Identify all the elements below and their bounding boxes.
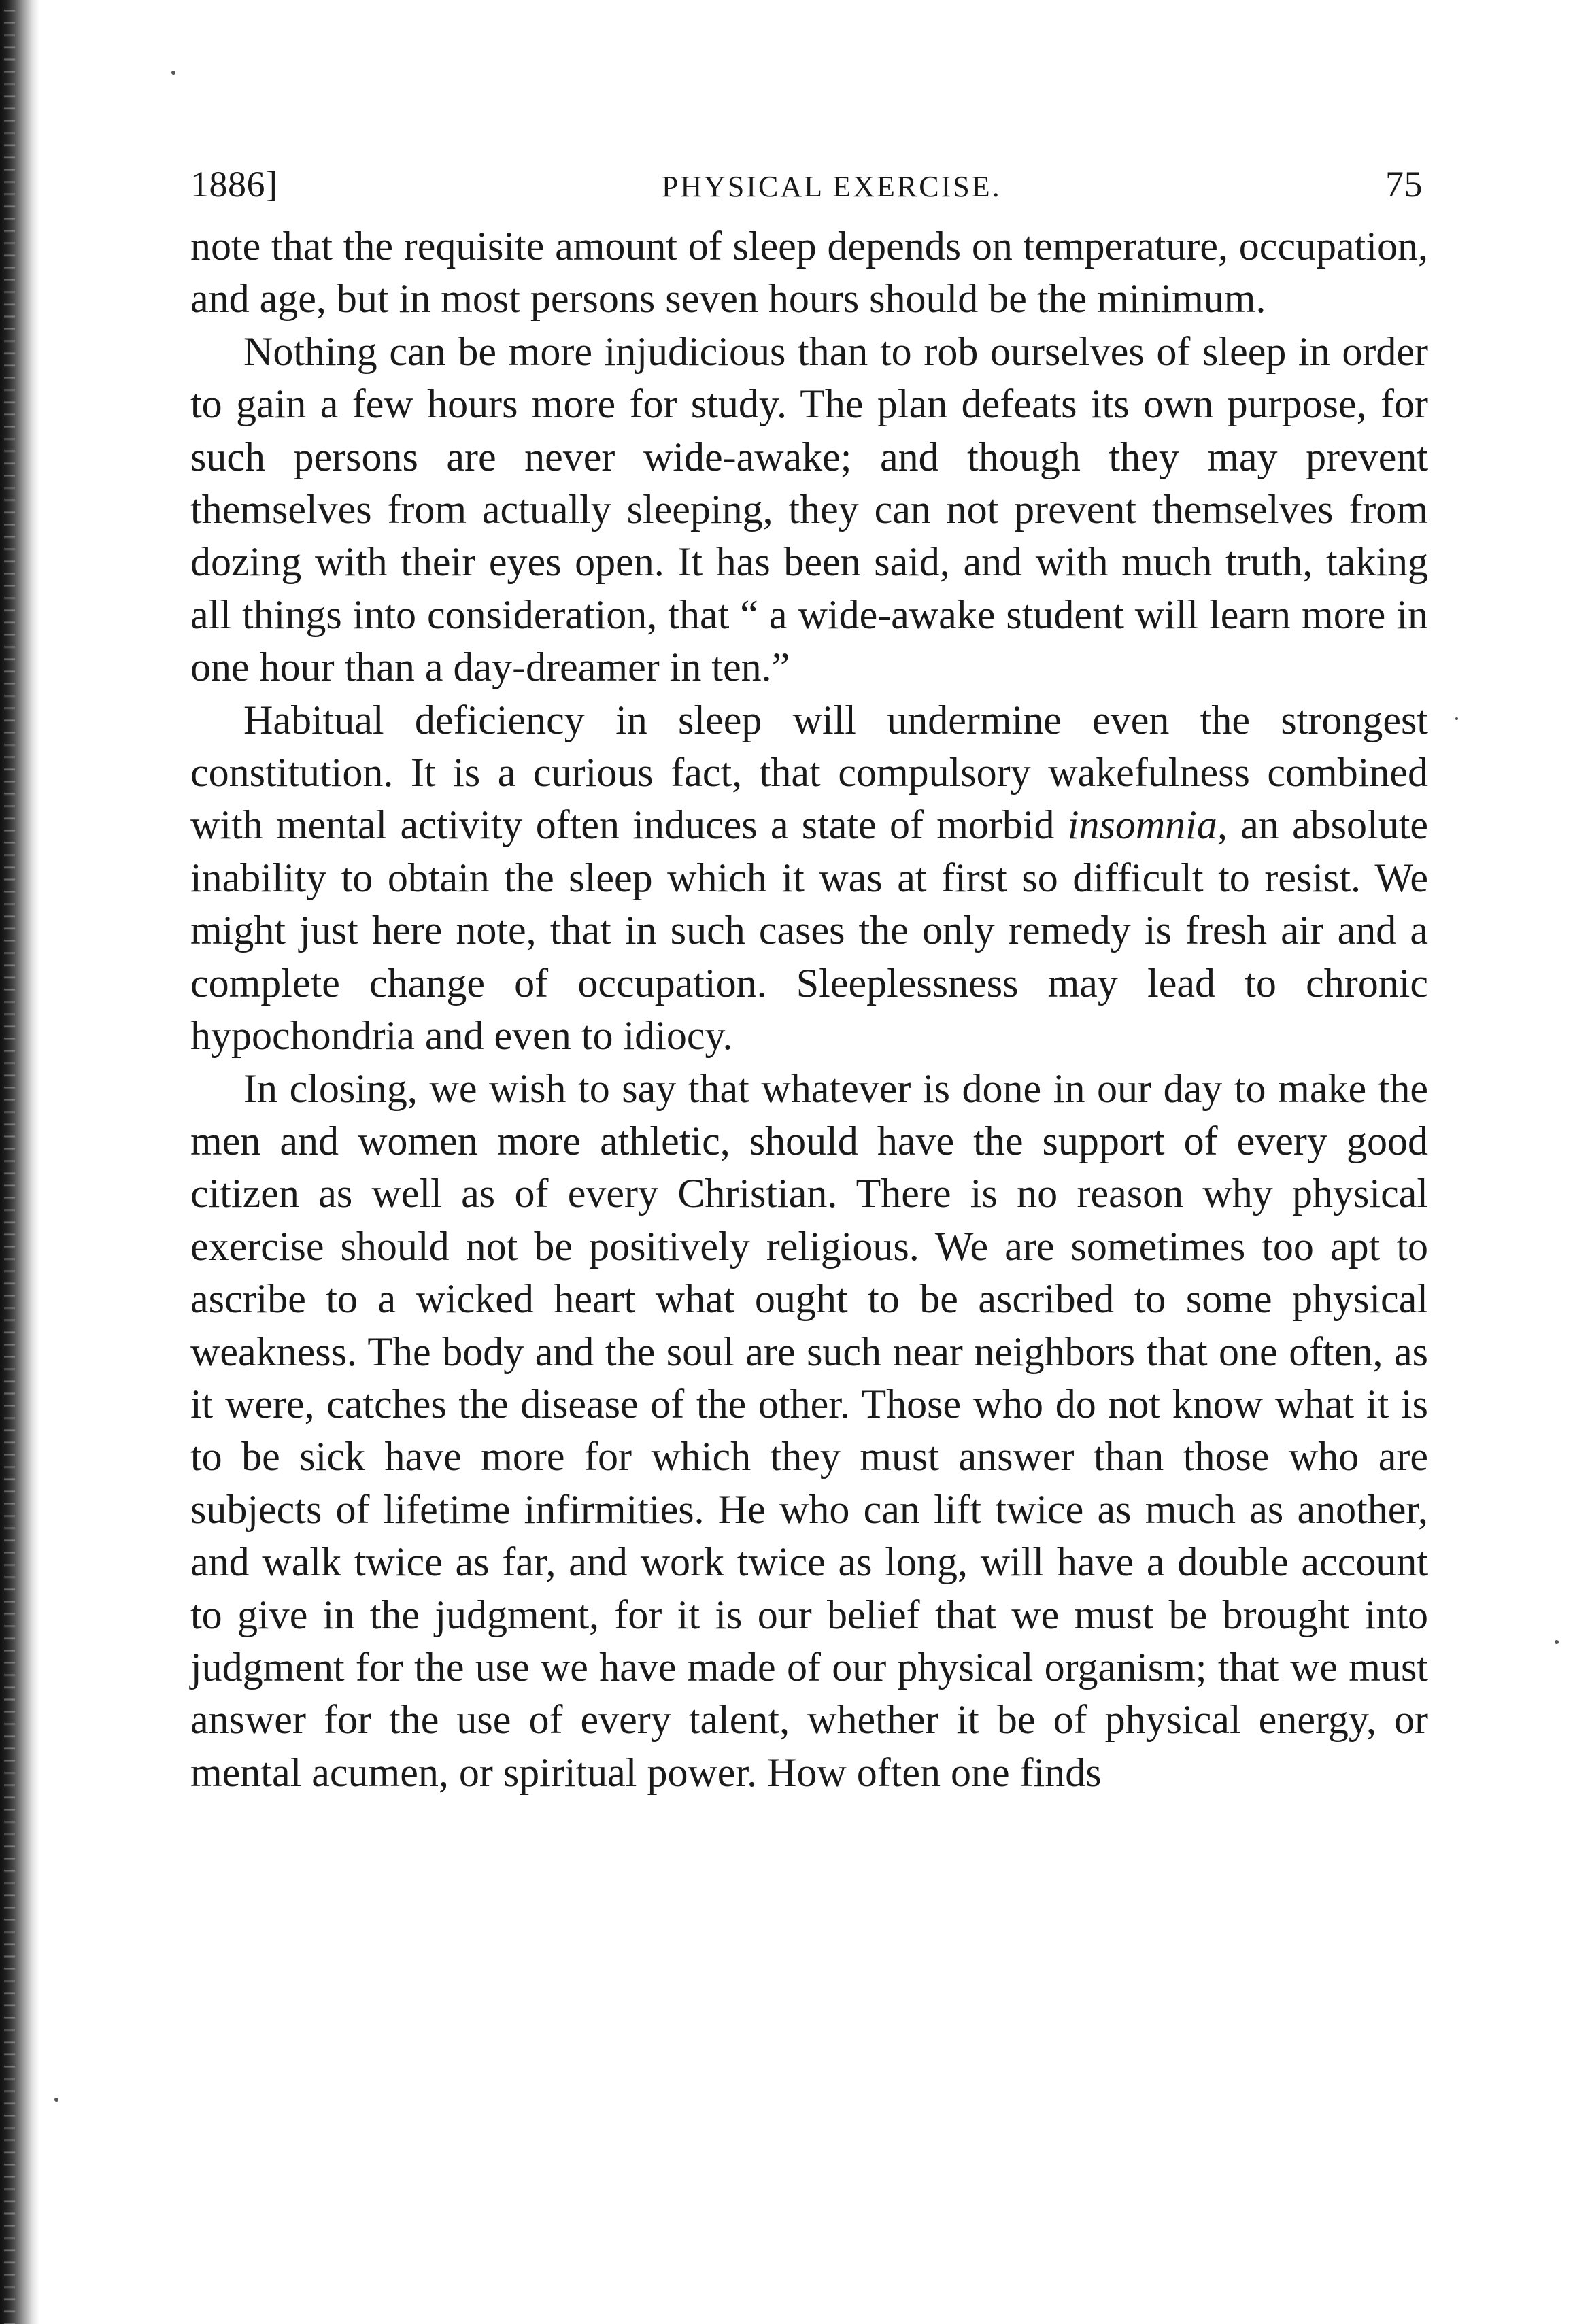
body-text <box>190 220 1428 1799</box>
paper-speck <box>1455 717 1458 720</box>
running-head <box>190 163 1428 205</box>
header-title: PHYSICAL EXERCISE. <box>661 170 1002 203</box>
paragraph-3 <box>190 694 1428 1063</box>
book-binding-edge <box>0 0 39 2324</box>
paragraph-3-text-a: Habitual deficiency in sleep will undermine even the strongest constitution. It is a curious fact, that compulsory wakefulness combined with mental activity often induces a state of morbid <box>190 697 1428 848</box>
paper-speck <box>54 2098 58 2102</box>
paragraph-1: note that the requisite amount of sleep depends on temperature, occupation, and age, but in most persons seven hours should be the minimum. <box>190 224 1428 322</box>
book-page <box>190 163 1428 1799</box>
paragraph-2: Nothing can be more injudicious than to rob ourselves of sleep in order to gain a few hours more for study. The plan defeats its own purpose, for such persons are never wide-awake; and though they may prevent themselves from actually sleeping, they can not prevent themselves from dozing with their eyes open. It has been said, and with much truth, taking all things into consideration, that “ a wide-awake student will learn more in one hour than a day-dreamer in ten.” <box>190 328 1428 690</box>
paragraph-4: In closing, we wish to say that whatever is done in our day to make the men and women more athletic, should have the support of every good citizen as well as of every Christian. There is no reason why physical exercise should not be positively religious. We are sometimes too apt to ascribe to a wicked heart what ought to be ascribed to some physical weakness. The body and the soul are such near neighbors that one often, as it were, catches the disease of the other. Those who do not know what it is to be sick have more for which they must answer than those who are subjects of lifetime infirmities. He who can lift twice as much as another, and walk twice as far, and work twice as long, will have a double account to give in the judgment, for it is our belief that we must be brought into judgment for the use we have made of our physical organism; that we must answer for the use of every talent, whether it be of physical energy, or mental acumen, or spiritual power. How often one finds <box>190 1065 1428 1795</box>
paper-speck <box>171 71 175 75</box>
page-number: 75 <box>1385 164 1423 205</box>
header-year: 1886] <box>190 164 278 205</box>
paragraph-3-text-b: an absolute inability to obtain the sleep which it was at first so difficult to resist. We might just here note, that in such cases the only remedy is fresh air and a complete change of occupation. Sleeplessness may lead to chronic hypochondria and even to idiocy. <box>190 802 1428 1059</box>
paper-speck <box>1555 1640 1559 1644</box>
italic-term-insomnia: insomnia, <box>1067 802 1228 848</box>
